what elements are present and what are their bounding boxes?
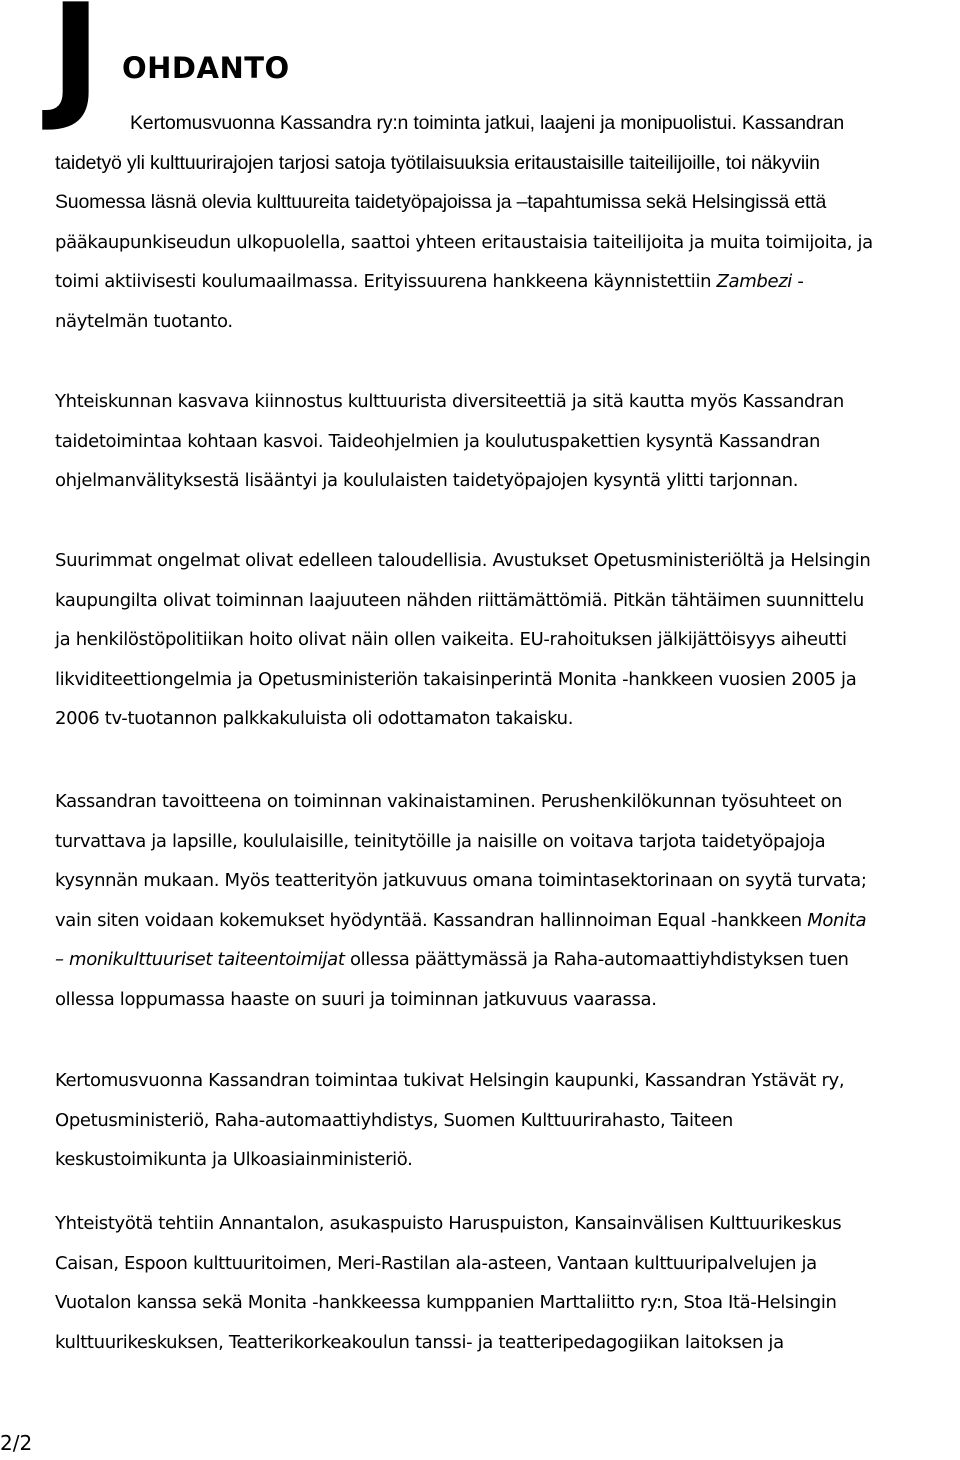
text-line: taidetoimintaa kohtaan kasvoi. Taideohjelmien ja koulutuspakettien kysyntä Kassandran xyxy=(55,430,821,452)
text-line: turvattava ja lapsille, koululaisille, teinitytöille ja naisille on voitava tarjota taidetyöpajoja xyxy=(55,830,826,852)
paragraph-problems xyxy=(55,541,960,739)
text-line: Kertomusvuonna Kassandra ry:n toiminta jatkui, laajeni ja monipuolistui. Kassandran xyxy=(130,112,844,134)
text-line: Caisan, Espoon kulttuuritoimen, Meri-Rastilan ala-asteen, Vantaan kulttuuripalvelujen ja xyxy=(55,1252,817,1274)
text-line: 2006 tv-tuotannon palkkakuluista oli odottamaton takaisku. xyxy=(55,708,574,729)
text-line: ja henkilöstöpolitiikan hoito olivat näin ollen vaikeita. EU-rahoituksen jälkijättöisyys aiheutti xyxy=(55,629,847,650)
drop-cap-letter: J xyxy=(50,0,100,135)
text-segment: vain siten voidaan kokemukset hyödyntää. Kassandran hallinnoiman Equal -hankkeen xyxy=(55,909,808,931)
italic-title: Zambezi xyxy=(716,271,792,292)
italic-title: – monikulttuuriset taiteentoimijat xyxy=(55,949,345,970)
text-line xyxy=(55,262,960,302)
text-line: ohjelmanvälityksestä lisääntyi ja koululaisten taidetyöpajojen kysyntä ylitti tarjonnan. xyxy=(55,470,799,491)
text-line: Yhteistyötä tehtiin Annantalon, asukaspuisto Haruspuiston, Kansainvälisen Kulttuurikeskus xyxy=(55,1213,842,1234)
text-line: Suurimmat ongelmat olivat edelleen taloudellisia. Avustukset Opetusministeriöltä ja Helsingin xyxy=(55,550,871,571)
paragraph-intro xyxy=(55,104,960,341)
page-number: 2/2 xyxy=(0,1431,33,1455)
text-line: Vuotalon kanssa sekä Monita -hankkeessa kumppanien Marttaliitto ry:n, Stoa Itä-Helsingin xyxy=(55,1292,837,1313)
text-segment: toimi aktiivisesti koulumaailmassa. Erityissuurena hankkeena käynnistettiin xyxy=(55,271,717,292)
text-line xyxy=(55,901,960,941)
text-line: Suomessa läsnä olevia kulttuureita taidetyöpajoissa ja –tapahtumissa sekä Helsingissä että xyxy=(55,191,827,213)
text-line: Kassandran tavoitteena on toiminnan vakinaistaminen. Perushenkilökunnan työsuhteet on xyxy=(55,791,843,812)
italic-title: Monita xyxy=(807,909,867,931)
text-line: keskustoimikunta ja Ulkoasiainministeriö. xyxy=(55,1149,413,1170)
paragraph-interest xyxy=(55,382,960,501)
text-segment: - xyxy=(791,271,804,292)
section-heading: OHDANTO xyxy=(122,51,290,85)
paragraph-supporters xyxy=(55,1061,960,1180)
text-line: kaupungilta olivat toiminnan laajuuteen nähden riittämättömiä. Pitkän tähtäimen suunnittelu xyxy=(55,589,864,611)
text-line xyxy=(55,940,960,980)
text-line: taidetyö yli kulttuurirajojen tarjosi satoja työtilaisuuksia eritaustaisille taiteilijoille, toi näkyviin xyxy=(55,151,820,174)
text-segment: ollessa päättymässä ja Raha-automaattiyhdistyksen tuen xyxy=(344,949,849,970)
text-line: pääkaupunkiseudun ulkopuolella, saattoi yhteen eritaustaisia taiteilijoita ja muita toimijoita, ja xyxy=(55,231,873,253)
paragraph-goals xyxy=(55,782,960,1019)
text-line: näytelmän tuotanto. xyxy=(55,310,233,332)
text-line: likviditeettiongelmia ja Opetusministeriön takaisinperintä Monita -hankkeen vuosien 2005 ja xyxy=(55,668,857,690)
text-line: Opetusministeriö, Raha-automaattiyhdistys, Suomen Kulttuurirahasto, Taiteen xyxy=(55,1109,733,1131)
text-line: kulttuurikeskuksen, Teatterikorkeakoulun tanssi- ja teatteripedagogiikan laitoksen ja xyxy=(55,1331,784,1353)
paragraph-partners xyxy=(55,1204,960,1362)
text-line: ollessa loppumassa haaste on suuri ja toiminnan jatkuvuus vaarassa. xyxy=(55,988,657,1010)
text-line: Yhteiskunnan kasvava kiinnostus kulttuurista diversiteettiä ja sitä kautta myös Kassandran xyxy=(55,391,844,412)
text-line: kysynnän mukaan. Myös teatterityön jatkuvuus omana toimintasektorinaan on syytä turvata; xyxy=(55,870,867,891)
text-line: Kertomusvuonna Kassandran toimintaa tukivat Helsingin kaupunki, Kassandran Ystävät ry, xyxy=(55,1070,845,1091)
